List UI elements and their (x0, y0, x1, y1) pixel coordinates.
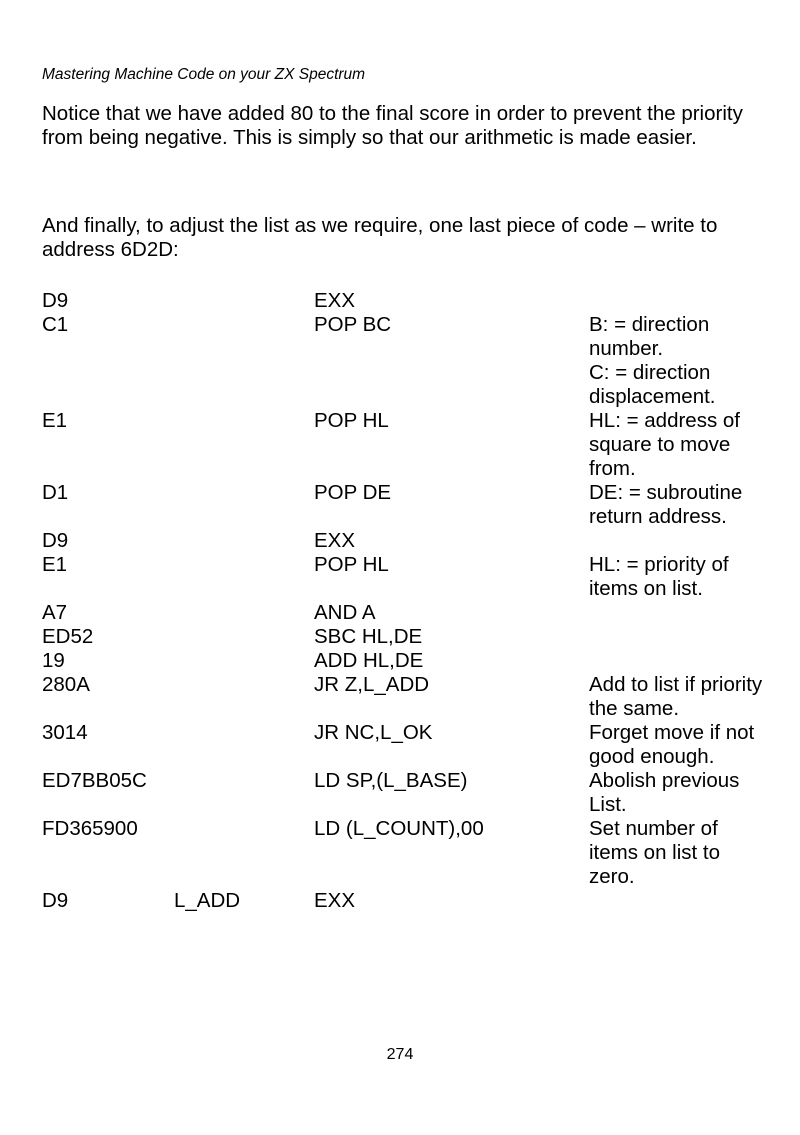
comment: Forget move if not good enough. (589, 721, 755, 768)
listing-row (42, 817, 772, 889)
instruction: JR Z,L_ADD (314, 673, 430, 696)
hex-code: A7 (42, 601, 68, 624)
instruction: EXX (314, 529, 356, 552)
hex-code: D9 (42, 889, 69, 912)
listing-row (42, 769, 772, 817)
hex-code: 19 (42, 649, 65, 672)
listing-row (42, 601, 772, 625)
hex-code: D9 (42, 289, 69, 312)
listing-row (42, 289, 772, 313)
hex-code: 3014 (42, 721, 88, 744)
hex-code: 280A (42, 673, 90, 696)
listing-row (42, 409, 772, 481)
body-paragraph: And finally, to adjust the list as we require, one last piece of code – write to address 6D2D: (42, 214, 718, 261)
hex-code: E1 (42, 409, 68, 432)
instruction: POP DE (314, 481, 392, 504)
body-paragraph: Notice that we have added 80 to the final score in order to prevent the priority from being negative. This is simply so that our arithmetic is made easier. (42, 102, 743, 149)
listing-row (42, 313, 772, 409)
hex-code: E1 (42, 553, 68, 576)
hex-code: FD365900 (42, 817, 138, 840)
listing-row (42, 721, 772, 769)
instruction: ADD HL,DE (314, 649, 424, 672)
listing-row (42, 481, 772, 529)
listing-row (42, 649, 772, 673)
comment: HL: = priority of items on list. (589, 553, 729, 600)
comment: DE: = subroutine return address. (589, 481, 743, 528)
listing-row (42, 673, 772, 721)
instruction: POP HL (314, 553, 389, 576)
instruction: AND A (314, 601, 376, 624)
comment: Add to list if priority the same. (589, 673, 763, 720)
hex-code: ED7BB05C (42, 769, 147, 792)
instruction: LD SP,(L_BASE) (314, 769, 468, 792)
instruction: EXX (314, 289, 356, 312)
comment: B: = direction number. C: = direction displacement. (589, 313, 716, 408)
listing-row (42, 889, 772, 913)
hex-code: C1 (42, 313, 69, 336)
instruction: POP HL (314, 409, 389, 432)
listing-row (42, 529, 772, 553)
comment: Abolish previous List. (589, 769, 740, 816)
listing-row (42, 625, 772, 649)
page-number: 274 (386, 1046, 414, 1063)
instruction: JR NC,L_OK (314, 721, 433, 744)
code-listing (42, 289, 772, 913)
listing-row (42, 553, 772, 601)
comment: Set number of items on list to zero. (589, 817, 721, 888)
instruction: SBC HL,DE (314, 625, 423, 648)
code-label: L_ADD (174, 889, 241, 912)
running-header: Mastering Machine Code on your ZX Spectrum (42, 66, 366, 83)
comment: HL: = address of square to move from. (589, 409, 740, 480)
instruction: EXX (314, 889, 356, 912)
instruction: LD (L_COUNT),00 (314, 817, 484, 840)
instruction: POP BC (314, 313, 392, 336)
hex-code: ED52 (42, 625, 94, 648)
hex-code: D9 (42, 529, 69, 552)
hex-code: D1 (42, 481, 69, 504)
